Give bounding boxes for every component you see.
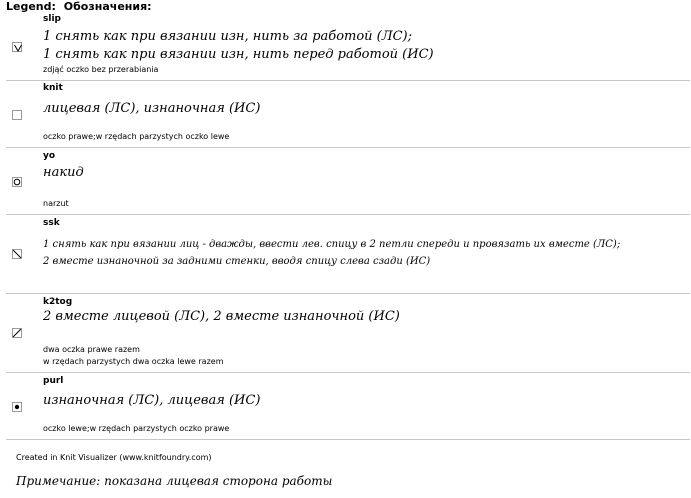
slash-icon: [12, 328, 22, 338]
symbol-description-ru: 1 снять как при вязании изн, нить перед работой (ИС): [43, 47, 434, 62]
divider: [6, 80, 690, 81]
legend-label-ru: Обозначения:: [63, 0, 152, 13]
symbol-description-pl: dwa oczka prawe razem: [43, 345, 140, 354]
legend-label: Legend:: [6, 0, 56, 13]
symbol-name: slip: [43, 14, 61, 24]
circle-icon: [12, 177, 22, 187]
divider: [6, 372, 690, 373]
divider: [6, 214, 690, 215]
symbol-description-pl: zdjąć oczko bez przerabiania: [43, 65, 159, 74]
symbol-description-ru: 1 снять как при вязании лиц - дважды, ввести лев. спицу в 2 петли спереди и провязать их вместе (ЛС);: [43, 239, 621, 250]
symbol-name: yo: [43, 151, 56, 161]
dot-icon: [12, 402, 22, 412]
symbol-name: k2tog: [43, 297, 73, 307]
symbol-name: purl: [43, 376, 64, 386]
symbol-name: ssk: [43, 218, 60, 228]
empty-box-icon: [12, 110, 22, 120]
symbol-description-ru: 2 вместе изнаночной за задними стенки, вводя спицу слева сзади (ИС): [43, 256, 431, 267]
symbol-description-pl: oczko lewe;w rzędach parzystych oczko prawe: [43, 424, 230, 433]
symbol-name: knit: [43, 83, 63, 93]
symbol-description-ru: лицевая (ЛС), изнаночная (ИС): [43, 101, 261, 116]
symbol-description-ru: 2 вместе лицевой (ЛС), 2 вместе изнаночной (ИС): [43, 309, 400, 324]
divider: [6, 439, 690, 440]
symbol-description-pl: narzut: [43, 199, 69, 208]
backslash-icon: [12, 249, 22, 259]
symbol-description-pl: w rzędach parzystych dwa oczka lewe razem: [43, 357, 224, 366]
symbol-description-ru: накид: [43, 165, 84, 180]
footer-credit: Created in Knit Visualizer (www.knitfoundry.com): [16, 453, 212, 462]
symbol-description-ru: изнаночная (ЛС), лицевая (ИС): [43, 393, 261, 408]
v-check-icon: [12, 42, 22, 52]
divider: [6, 147, 690, 148]
symbol-description-ru: 1 снять как при вязании изн, нить за работой (ЛС);: [43, 29, 413, 44]
divider: [6, 293, 690, 294]
legend-header: [6, 0, 152, 13]
footer-note: Примечание: показана лицевая сторона работы: [16, 474, 333, 488]
symbol-description-pl: oczko prawe;w rzędach parzystych oczko lewe: [43, 132, 230, 141]
